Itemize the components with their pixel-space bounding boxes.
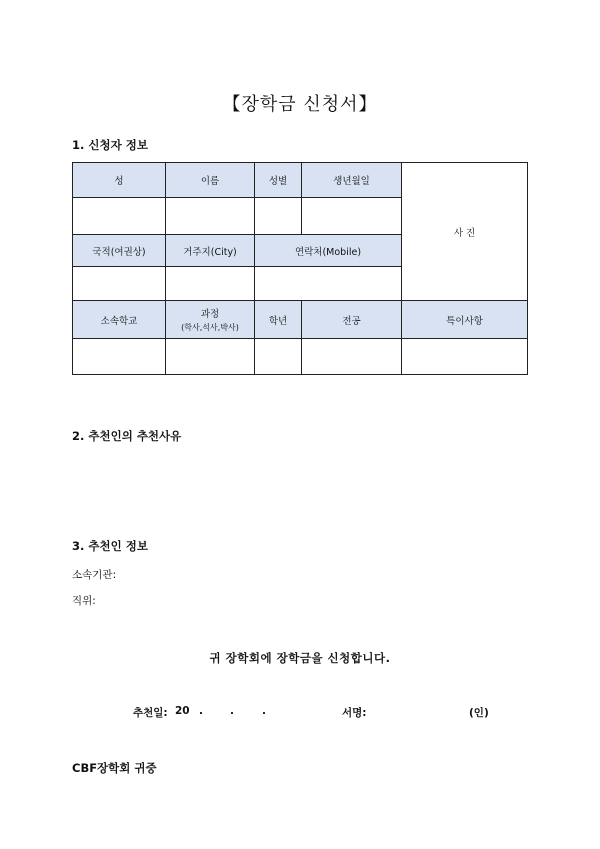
header-course-sub: (학사,석사,박사)	[181, 323, 239, 332]
page-title: 【장학금 신청서】	[222, 94, 378, 115]
photo-cell: 사 진	[402, 163, 528, 301]
date-dot-2: .	[230, 705, 234, 717]
recommender-position-label: 직위:	[72, 595, 96, 607]
header-grade: 학년	[255, 301, 302, 339]
section-recommendation-reason: 2. 추천인의 추천사유	[72, 429, 182, 443]
section-applicant-info: 1. 신청자 정보	[72, 138, 148, 152]
header-nationality: 국적(여권상)	[73, 235, 166, 267]
date-dot-3: .	[262, 705, 266, 717]
given-name-input-cell[interactable]	[166, 198, 255, 235]
header-course	[166, 301, 255, 339]
school-input-cell[interactable]	[73, 339, 166, 375]
header-major: 전공	[302, 301, 402, 339]
header-contact: 연락처(Mobile)	[255, 235, 402, 267]
date-year-prefix: 20	[175, 705, 190, 717]
nationality-input-cell[interactable]	[73, 267, 166, 301]
header-residence: 거주지(City)	[166, 235, 255, 267]
header-surname: 성	[73, 163, 166, 198]
birthdate-input-cell[interactable]	[302, 198, 402, 235]
surname-input-cell[interactable]	[73, 198, 166, 235]
header-notes: 특이사항	[402, 301, 528, 339]
date-label: 추천일:	[133, 707, 168, 719]
header-school: 소속학교	[73, 301, 166, 339]
header-gender: 성별	[255, 163, 302, 198]
residence-input-cell[interactable]	[166, 267, 255, 301]
major-input-cell[interactable]	[302, 339, 402, 375]
contact-input-cell[interactable]	[255, 267, 402, 301]
course-input-cell[interactable]	[166, 339, 255, 375]
header-given-name: 이름	[166, 163, 255, 198]
date-dot-1: .	[199, 705, 203, 717]
seal-mark: (인)	[469, 707, 489, 719]
gender-input-cell[interactable]	[255, 198, 302, 235]
footer-addressee: CBF장학회 귀중	[72, 761, 157, 775]
notes-input-cell[interactable]	[402, 339, 528, 375]
application-statement: 귀 장학회에 장학금을 신청합니다.	[209, 651, 391, 665]
grade-input-cell[interactable]	[255, 339, 302, 375]
signature-label: 서명:	[342, 707, 367, 719]
header-birthdate: 생년월일	[302, 163, 402, 198]
recommender-org-label: 소속기관:	[72, 569, 117, 581]
applicant-info-table	[72, 162, 528, 375]
header-course-label: 과정	[200, 309, 220, 320]
section-recommender-info: 3. 추천인 정보	[72, 539, 148, 553]
